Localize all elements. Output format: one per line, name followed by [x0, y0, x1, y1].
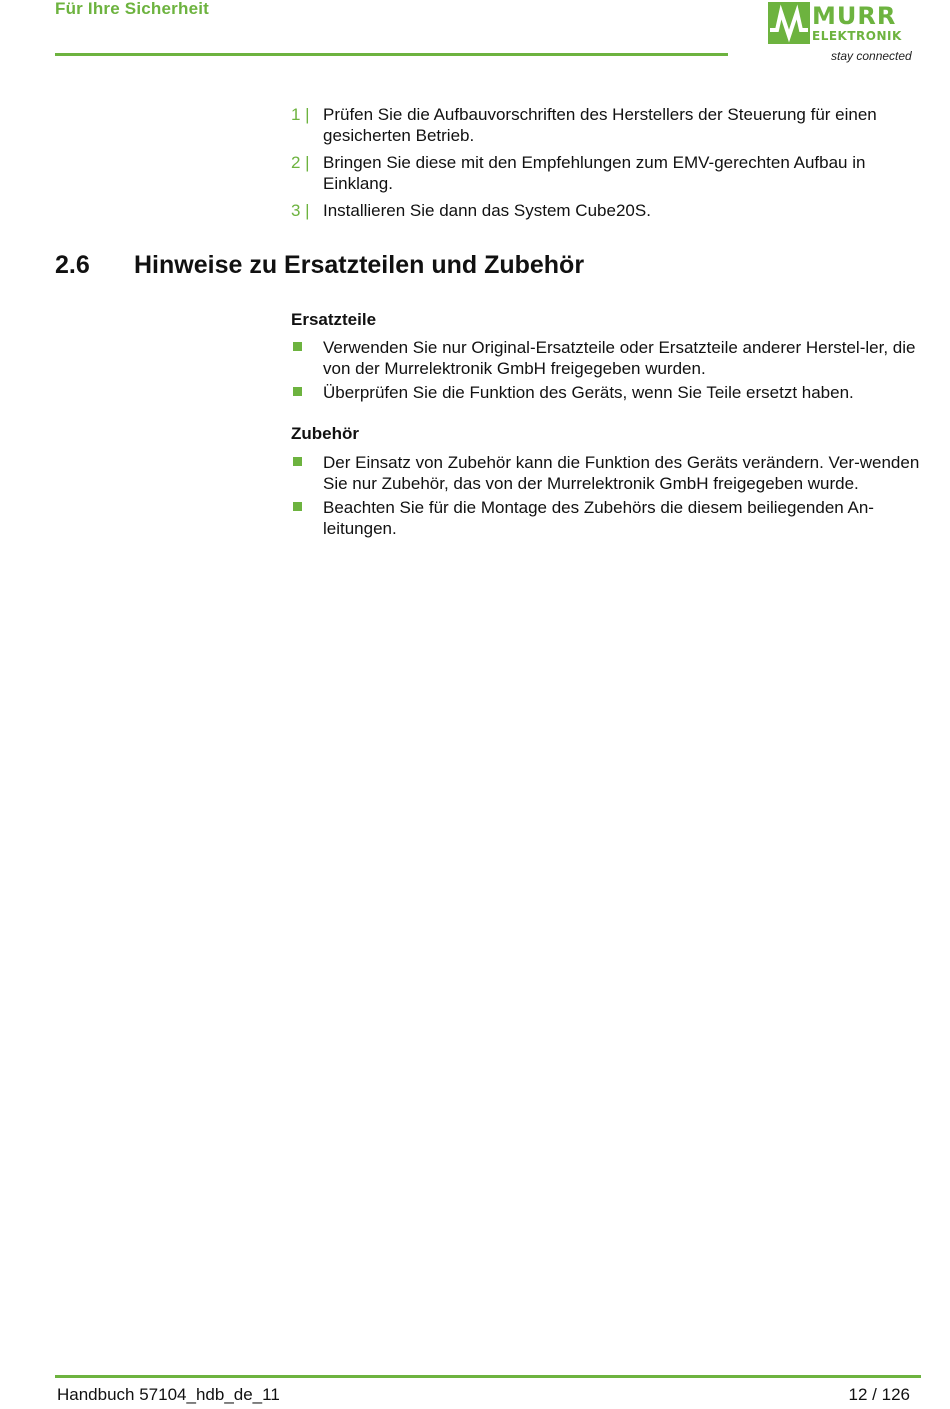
- bullet-square-icon: [293, 457, 302, 466]
- step-item: [291, 152, 931, 194]
- subheading-ersatzteile: Ersatzteile: [291, 310, 377, 329]
- logo-brand-line2: ELEKTRONIK: [812, 29, 902, 43]
- step-item: [291, 200, 931, 221]
- section-title: Hinweise zu Ersatzteilen und Zubehör: [134, 251, 585, 279]
- list-item: [291, 497, 926, 539]
- list-item-text: Der Einsatz von Zubehör kann die Funktion des Geräts verändern. Ver-wenden Sie nur Zubehör, das von der Murrelektronik GmbH freigegeben wurde.: [323, 453, 920, 493]
- logo-brand-line1: MURR: [812, 2, 897, 30]
- bullet-square-icon: [293, 387, 302, 396]
- step-number: 1 |: [291, 105, 310, 124]
- step-text: Installieren Sie dann das System Cube20S.: [323, 201, 651, 220]
- murr-logo-icon: [768, 2, 810, 44]
- bullet-square-icon: [293, 342, 302, 351]
- footer-divider: [55, 1375, 921, 1378]
- header-divider: [55, 53, 728, 56]
- zubehoer-list: [291, 452, 926, 542]
- step-item: [291, 104, 931, 146]
- list-item: [291, 337, 926, 379]
- section-heading: [55, 250, 584, 280]
- list-item-text: Überprüfen Sie die Funktion des Geräts, wenn Sie Teile ersetzt haben.: [323, 383, 854, 402]
- murrelektronik-logo: [768, 2, 918, 66]
- list-item: [291, 452, 926, 494]
- footer-page-number: 12 / 126: [848, 1385, 910, 1404]
- section-number: 2.6: [55, 251, 90, 279]
- logo-tagline: stay connected: [831, 49, 912, 63]
- step-number: 3 |: [291, 201, 310, 220]
- step-number: 2 |: [291, 153, 310, 172]
- list-item: [291, 382, 926, 403]
- instruction-steps: [291, 104, 931, 227]
- list-item-text: Verwenden Sie nur Original-Ersatzteile oder Ersatzteile anderer Herstel-ler, die von der Murrelektronik GmbH freigegeben wurden.: [323, 338, 916, 378]
- bullet-square-icon: [293, 502, 302, 511]
- footer-document-id: Handbuch 57104_hdb_de_11: [57, 1385, 280, 1404]
- list-item-text: Beachten Sie für die Montage des Zubehörs die diesem beiliegenden An-leitungen.: [323, 498, 874, 538]
- ersatzteile-list: [291, 337, 926, 406]
- step-text: Prüfen Sie die Aufbauvorschriften des Herstellers der Steuerung für einen gesicherten Betrieb.: [323, 105, 877, 145]
- step-text: Bringen Sie diese mit den Empfehlungen zum EMV-gerechten Aufbau in Einklang.: [323, 153, 866, 193]
- header-title: Für Ihre Sicherheit: [55, 0, 210, 18]
- subheading-zubehoer: Zubehör: [291, 424, 359, 443]
